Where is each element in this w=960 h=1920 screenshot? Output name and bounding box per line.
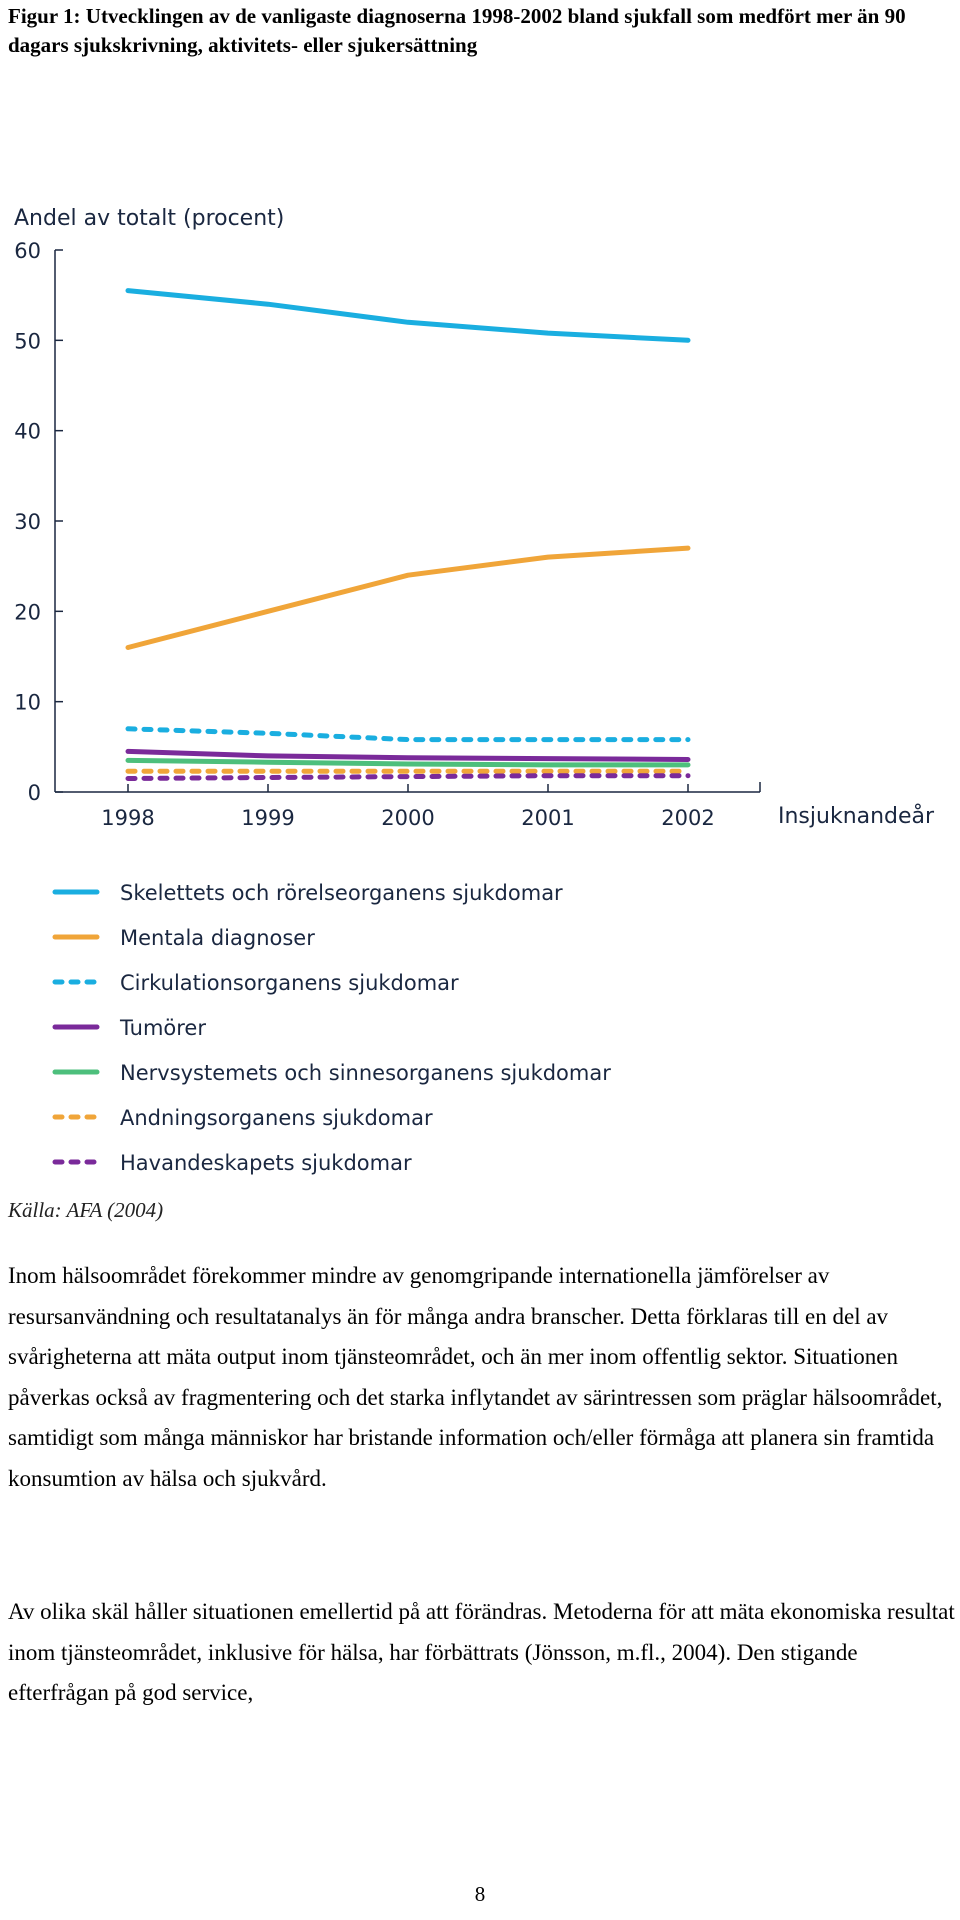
- y-tick-label: 30: [14, 510, 41, 534]
- legend-label-3: Cirkulationsorganens sjukdomar: [120, 971, 459, 995]
- legend-label-1: Skelettets och rörelseorganens sjukdomar: [120, 881, 563, 905]
- series-line-3: [128, 729, 688, 740]
- y-tick-label: 60: [14, 239, 41, 263]
- x-axis-label: Insjuknandeår: [778, 804, 935, 829]
- line-chart: [0, 190, 960, 1190]
- y-tick-label: 10: [14, 690, 41, 715]
- x-tick-label: 2002: [661, 806, 715, 830]
- x-tick-label: 2001: [521, 806, 575, 830]
- series-line-4: [128, 751, 688, 759]
- y-tick-label: 50: [14, 329, 41, 354]
- paragraph-1: Inom hälsoområdet förekommer mindre av genomgripande internationella jämförelser av resursanvändning och resultatanalys än för många andra branscher. Detta förklaras till en del av svårigheterna att mäta output inom tjänsteområdet, och än mer inom offentlig sektor. Situationen påverkas också av fragmentering och det starka inflytandet av särintressen som präglar hälsoområdet, samtidigt som många människor har bristande information och/eller förmåga att planera sin framtida konsumtion av hälsa och sjukvård.: [8, 1263, 943, 1491]
- series-line-7: [128, 776, 688, 779]
- page-number: 8: [474, 1882, 486, 1906]
- chart-legend: [55, 881, 611, 1175]
- y-axis-label: Andel av totalt (procent): [14, 206, 285, 231]
- figure-title: Figur 1: Utvecklingen av de vanligaste diagnoserna 1998-2002 bland sjukfall som medfört mer än 90 dagars sjukskrivning, aktivitets- eller sjukersättning: [8, 4, 906, 57]
- series-line-2: [128, 548, 688, 647]
- y-tick-label: 0: [27, 781, 41, 805]
- y-tick-label: 40: [14, 419, 41, 444]
- x-tick-label: 2000: [381, 806, 435, 830]
- figure-source: Källa: AFA (2004): [8, 1198, 164, 1222]
- legend-label-4: Tumörer: [120, 1016, 206, 1040]
- legend-label-6: Andningsorganens sjukdomar: [120, 1106, 433, 1130]
- legend-label-7: Havandeskapets sjukdomar: [120, 1151, 412, 1175]
- x-tick-label: 1999: [241, 806, 295, 830]
- series-line-1: [128, 291, 688, 341]
- y-tick-label: 20: [14, 600, 41, 625]
- plot-area: [128, 291, 688, 779]
- x-tick-label: 1998: [101, 806, 155, 830]
- paragraph-2: Av olika skäl håller situationen emellertid på att förändras. Metoderna för att mäta ekonomiska resultat inom tjänsteområdet, inklusive för hälsa, har förbättrats (Jönsson, m.fl., 2004). Den stigande efterfrågan på god service,: [8, 1599, 955, 1705]
- legend-label-5: Nervsystemets och sinnesorganens sjukdomar: [120, 1061, 611, 1085]
- legend-label-2: Mentala diagnoser: [120, 926, 315, 950]
